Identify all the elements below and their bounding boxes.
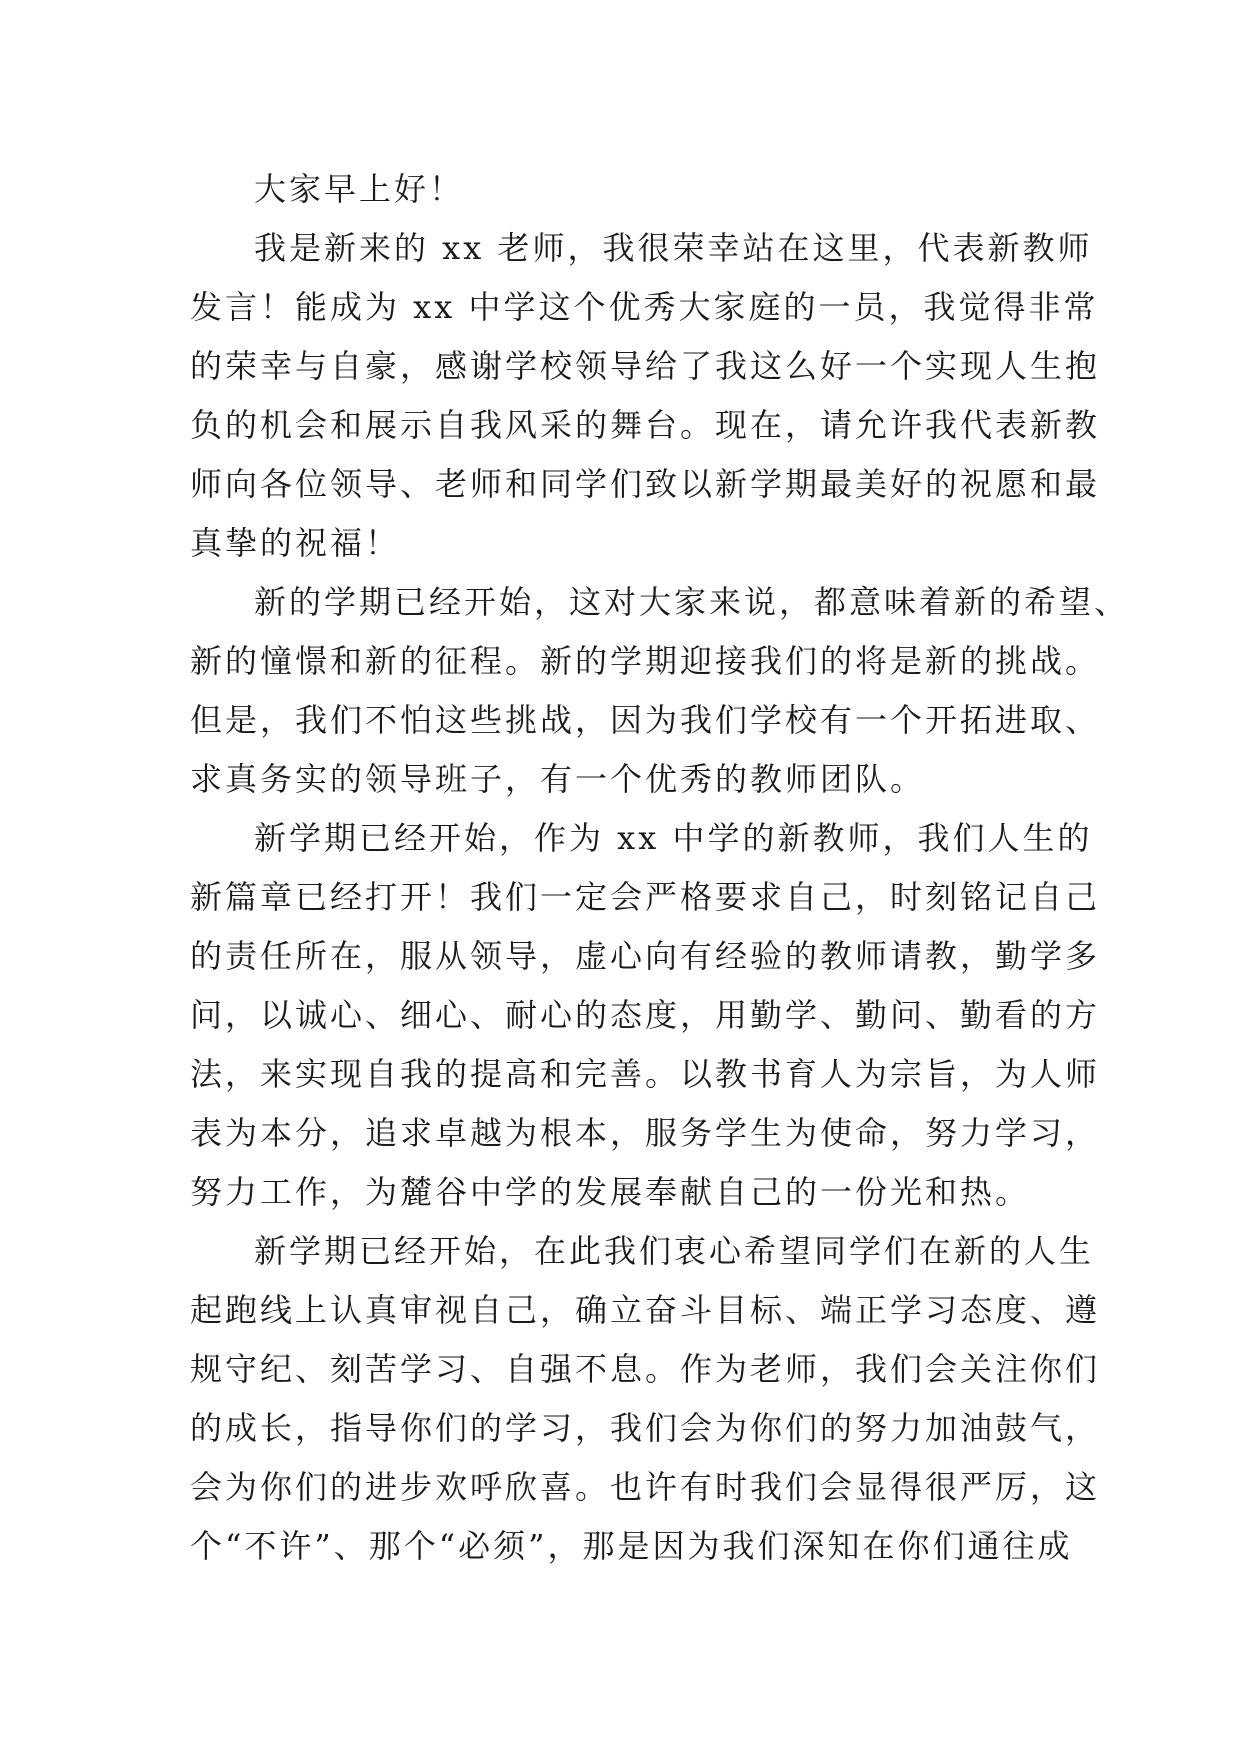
- paragraph-2-line-2: 新的憧憬和新的征程。新的学期迎接我们的将是新的挑战。: [190, 642, 1101, 680]
- paragraph-3-line-4: 问，以诚心、细心、耐心的态度，用勤学、勤问、勤看的方: [190, 996, 1101, 1034]
- paragraph-4-line-6: 个“不许”、那个“必须”，那是因为我们深知在你们通往成: [190, 1527, 1073, 1565]
- paragraph-1-line-2: 发言！能成为 xx 中学这个优秀大家庭的一员，我觉得非常: [190, 288, 1099, 326]
- paragraph-3-line-5: 法，来实现自我的提高和完善。以教书育人为宗旨，为人师: [190, 1055, 1101, 1093]
- paragraph-2-line-1: 新的学期已经开始，这对大家来说，都意味着新的希望、: [254, 583, 1130, 621]
- paragraph-1-line-6: 真挚的祝福！: [190, 524, 401, 562]
- paragraph-1-line-1: 我是新来的 xx 老师，我很荣幸站在这里，代表新教师: [254, 229, 1093, 267]
- document-body: [190, 160, 1130, 1576]
- paragraph-3-line-2: 新篇章已经打开！我们一定会严格要求自己，时刻铭记自己: [190, 878, 1101, 916]
- paragraph-3-line-6: 表为本分，追求卓越为根本，服务学生为使命，努力学习，: [190, 1114, 1101, 1152]
- paragraph-3-line-1: 新学期已经开始，作为 xx 中学的新教师，我们人生的: [254, 819, 1093, 857]
- paragraph-4-line-5: 会为你们的进步欢呼欣喜。也许有时我们会显得很严厉，这: [190, 1468, 1101, 1506]
- paragraph-3-line-7: 努力工作，为麓谷中学的发展奉献自己的一份光和热。: [190, 1173, 1031, 1211]
- paragraph-1-line-5: 师向各位领导、老师和同学们致以新学期最美好的祝愿和最: [190, 465, 1101, 503]
- paragraph-2-line-4: 求真务实的领导班子，有一个优秀的教师团队。: [190, 760, 926, 798]
- paragraph-1-line-4: 负的机会和展示自我风采的舞台。现在，请允许我代表新教: [190, 406, 1101, 444]
- paragraph-1-line-3: 的荣幸与自豪，感谢学校领导给了我这么好一个实现人生抱: [190, 347, 1101, 385]
- paragraph-3-line-3: 的责任所在，服从领导，虚心向有经验的教师请教，勤学多: [190, 937, 1101, 975]
- paragraph-4-line-2: 起跑线上认真审视自己，确立奋斗目标、端正学习态度、遵: [190, 1291, 1101, 1329]
- greeting-line: 大家早上好！: [254, 170, 465, 208]
- paragraph-4-line-1: 新学期已经开始，在此我们衷心希望同学们在新的人生: [254, 1232, 1095, 1270]
- paragraph-2-line-3: 但是，我们不怕这些挑战，因为我们学校有一个开拓进取、: [190, 701, 1101, 739]
- paragraph-4-line-4: 的成长，指导你们的学习，我们会为你们的努力加油鼓气，: [190, 1409, 1101, 1447]
- paragraph-4-line-3: 规守纪、刻苦学习、自强不息。作为老师，我们会关注你们: [190, 1350, 1101, 1388]
